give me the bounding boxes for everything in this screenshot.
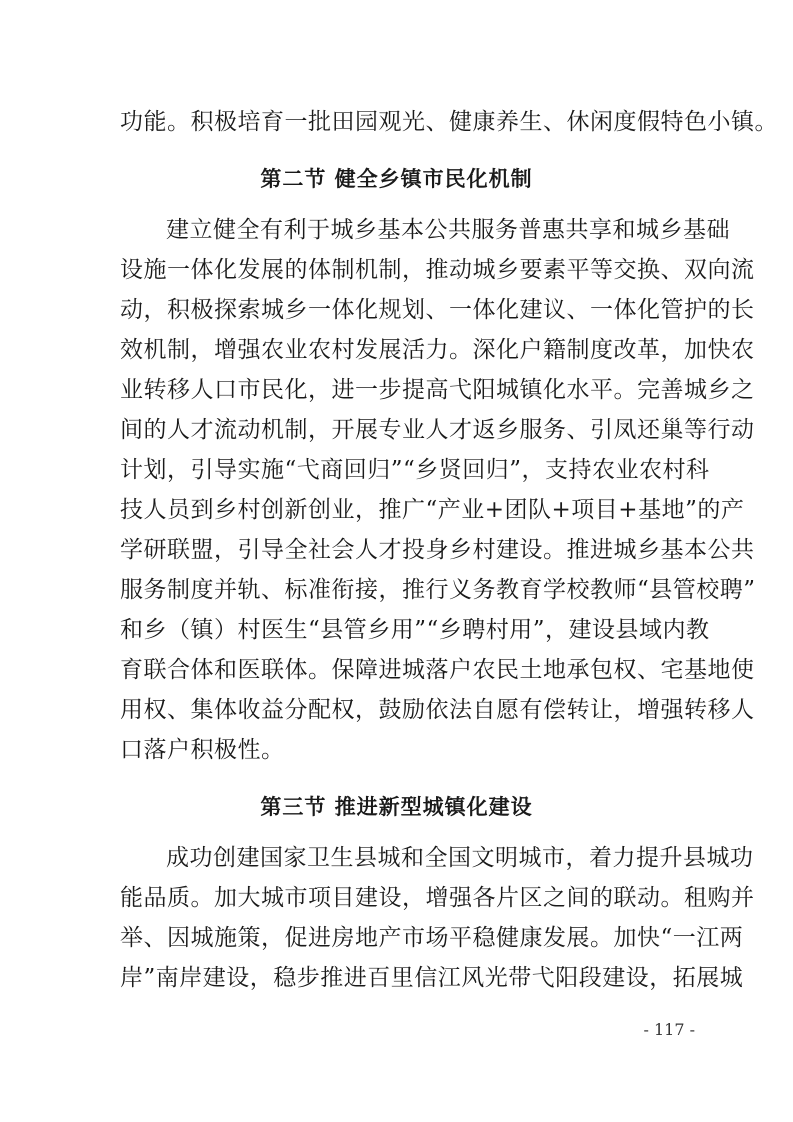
paragraph-line: 业转移人口市民化，进一步提高弋阳城镇化水平。完善城乡之 xyxy=(120,377,755,403)
paragraph-line: 效机制，增强农业农村发展活力。深化户籍制度改革，加快农 xyxy=(120,337,755,363)
paragraph-line: 口落户积极性。 xyxy=(120,737,285,763)
paragraph-line: 成功创建国家卫生县城和全国文明城市，着力提升县城功 xyxy=(166,845,754,871)
paragraph-line: 和乡（镇）村医生“县管乡用”“乡聘村用”，建设县域内教 xyxy=(120,617,710,643)
paragraph-line: 服务制度并轨、标准衔接，推行义务教育学校教师“县管校聘” xyxy=(120,577,756,603)
paragraph-line: 技人员到乡村创新创业，推广“产业+团队+项目+基地”的产 xyxy=(120,497,745,523)
paragraph-line: 间的人才流动机制，开展专业人才返乡服务、引凤还巢等行动 xyxy=(120,417,755,443)
paragraph-line: 岸”南岸建设，稳步推进百里信江风光带弋阳段建设，拓展城 xyxy=(120,965,744,991)
paragraph-line: 学研联盟，引导全社会人才投身乡村建设。推进城乡基本公共 xyxy=(120,537,755,563)
paragraph-line: 用权、集体收益分配权，鼓励依法自愿有偿转让，增强转移人 xyxy=(120,697,755,723)
paragraph-line: 计划，引导实施“弋商回归”“乡贤回归”，支持农业农村科 xyxy=(120,457,710,483)
paragraph-line: 举、因城施策，促进房地产市场平稳健康发展。加快“一江两 xyxy=(120,925,744,951)
paragraph-line: 动，积极探索城乡一体化规划、一体化建议、一体化管护的长 xyxy=(120,297,755,323)
section-heading-2: 第二节 健全乡镇市民化机制 xyxy=(260,167,533,191)
paragraph-line: 能品质。加大城市项目建设，增强各片区之间的联动。租购并 xyxy=(120,885,755,911)
section-heading-3: 第三节 推进新型城镇化建设 xyxy=(260,795,533,819)
paragraph-line: 设施一体化发展的体制机制，推动城乡要素平等交换、双向流 xyxy=(120,257,755,283)
paragraph-line: 育联合体和医联体。保障进城落户农民土地承包权、宅基地使 xyxy=(120,657,755,683)
paragraph-line: 功能。积极培育一批田园观光、健康养生、休闲度假特色小镇。 xyxy=(120,109,778,135)
paragraph-line: 建立健全有利于城乡基本公共服务普惠共享和城乡基础 xyxy=(166,217,730,243)
page-number: - 117 - xyxy=(643,1020,695,1039)
